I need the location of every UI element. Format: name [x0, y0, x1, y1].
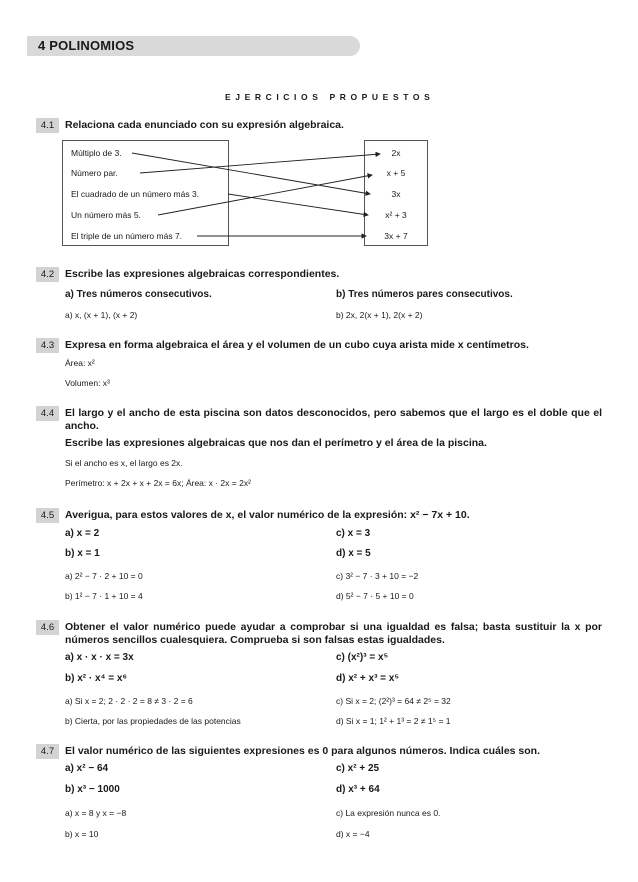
exercise-4-6-item-c: c) (x²)³ = x⁵ [336, 652, 389, 663]
exercise-4-3-area: Área: x² [65, 358, 95, 368]
exercise-4-7-item-d: d) x³ + 64 [336, 784, 380, 795]
exercise-4-1-statement: Relaciona cada enunciado con su expresión algebraica. [65, 119, 344, 131]
exercise-4-2-item-b: b) Tres números pares consecutivos. [336, 289, 513, 300]
section-title: EJERCICIOS PROPUESTOS [225, 92, 435, 102]
exercise-4-7-answer-c: c) La expresión nunca es 0. [336, 808, 441, 818]
exercise-4-7-item-a: a) x² − 64 [65, 763, 109, 774]
statement-item: El triple de un número más 7. [71, 231, 183, 241]
expression-item: x + 5 [386, 168, 406, 178]
exercise-4-2-answer-a: a) x, (x + 1), (x + 2) [65, 310, 138, 320]
exercise-4-2-answer-b: b) 2x, 2(x + 1), 2(x + 2) [336, 310, 423, 320]
exercise-4-6-item-d: d) x² + x³ = x⁵ [336, 673, 400, 684]
exercise-4-5-item-a: a) x = 2 [65, 528, 100, 539]
expression-item: 3x + 7 [384, 231, 408, 241]
exercise-number-4-2: 4.2 [36, 267, 59, 282]
statement-item: Múltiplo de 3. [71, 148, 122, 158]
exercise-4-6-answer-d: d) Si x = 1; 1² + 1³ = 2 ≠ 1⁵ = 1 [336, 716, 451, 726]
statement-item: El cuadrado de un número más 3. [71, 189, 200, 199]
exercise-number-4-4: 4.4 [36, 406, 59, 421]
match-line [228, 194, 368, 215]
exercise-4-5-answer-a: a) 2² − 7 · 2 + 10 = 0 [65, 571, 143, 581]
exercise-4-7-item-b: b) x³ − 1000 [65, 784, 120, 795]
statement-item: Número par. [71, 168, 118, 178]
expression-item: 2x [391, 148, 401, 158]
exercise-4-5-item-c: c) x = 3 [336, 528, 371, 539]
exercise-4-4-statement-2: Escribe las expresiones algebraicas que nos dan el perímetro y el área de la piscina. [65, 437, 487, 449]
exercise-4-5-item-d: d) x = 5 [336, 548, 371, 559]
exercise-4-6-item-a: a) x · x · x = 3x [65, 652, 134, 663]
statement-item: Un número más 5. [71, 210, 141, 220]
exercise-4-6-item-b: b) x² · x⁴ = x⁶ [65, 673, 128, 684]
exercise-number-4-3: 4.3 [36, 338, 59, 353]
exercise-4-7-answer-a: a) x = 8 y x = −8 [65, 808, 127, 818]
exercise-4-7-answer-b: b) x = 10 [65, 829, 99, 839]
exercise-4-7-item-c: c) x² + 25 [336, 763, 380, 774]
exercise-4-5-answer-d: d) 5² − 7 · 5 + 10 = 0 [336, 591, 414, 601]
exercise-4-3-volume: Volumen: x³ [65, 378, 110, 388]
exercise-4-4-statement: El largo y el ancho de esta piscina son datos desconocidos, pero sabemos que el largo es el doble que el ancho. [65, 407, 602, 432]
exercise-4-5-statement: Averigua, para estos valores de x, el valor numérico de la expresión: x² − 7x + 10. [65, 509, 470, 521]
exercise-number-4-5: 4.5 [36, 508, 59, 523]
exercise-number-4-6: 4.6 [36, 620, 59, 635]
exercise-4-4-answer-1: Si el ancho es x, el largo es 2x. [65, 458, 183, 468]
exercise-4-7-answer-d: d) x = −4 [336, 829, 370, 839]
exercise-4-3-statement: Expresa en forma algebraica el área y el volumen de un cubo cuya arista mide x centímetros. [65, 339, 529, 351]
exercise-number-4-7: 4.7 [36, 744, 59, 759]
exercise-4-5-answer-b: b) 1² − 7 · 1 + 10 = 4 [65, 591, 143, 601]
match-line [132, 153, 370, 194]
exercise-4-7-statement: El valor numérico de las siguientes expresiones es 0 para algunos números. Indica cuáles son. [65, 745, 541, 757]
exercise-4-4-answer-2: Perímetro: x + 2x + x + 2x = 6x; Área: x · 2x = 2x² [65, 478, 251, 488]
exercise-4-5-answer-c: c) 3² − 7 · 3 + 10 = −2 [336, 571, 419, 581]
exercise-4-5-item-b: b) x = 1 [65, 548, 100, 559]
match-line [158, 175, 372, 215]
exercise-4-6-answer-a: a) Si x = 2; 2 · 2 · 2 = 8 ≠ 3 · 2 = 6 [65, 696, 193, 706]
exercise-4-6-statement: Obtener el valor numérico puede ayudar a comprobar si una igualdad es falsa; basta sustituir la x por números sencillos cualesquiera. Comprueba si son falsas estas igualdades. [65, 621, 602, 646]
expression-item: 3x [391, 189, 401, 199]
exercise-4-2-statement: Escribe las expresiones algebraicas correspondientes. [65, 268, 340, 280]
expression-item: x² + 3 [385, 210, 407, 220]
match-line [140, 154, 380, 173]
page-header-title: 4 POLINOMIOS [38, 38, 135, 53]
exercise-4-6-answer-c: c) Si x = 2; (2²)³ = 64 ≠ 2⁵ = 32 [336, 696, 451, 706]
exercise-4-2-item-a: a) Tres números consecutivos. [65, 289, 212, 300]
exercise-number-4-1: 4.1 [36, 118, 59, 133]
exercise-4-6-answer-b: b) Cierta, por las propiedades de las potencias [65, 716, 241, 726]
